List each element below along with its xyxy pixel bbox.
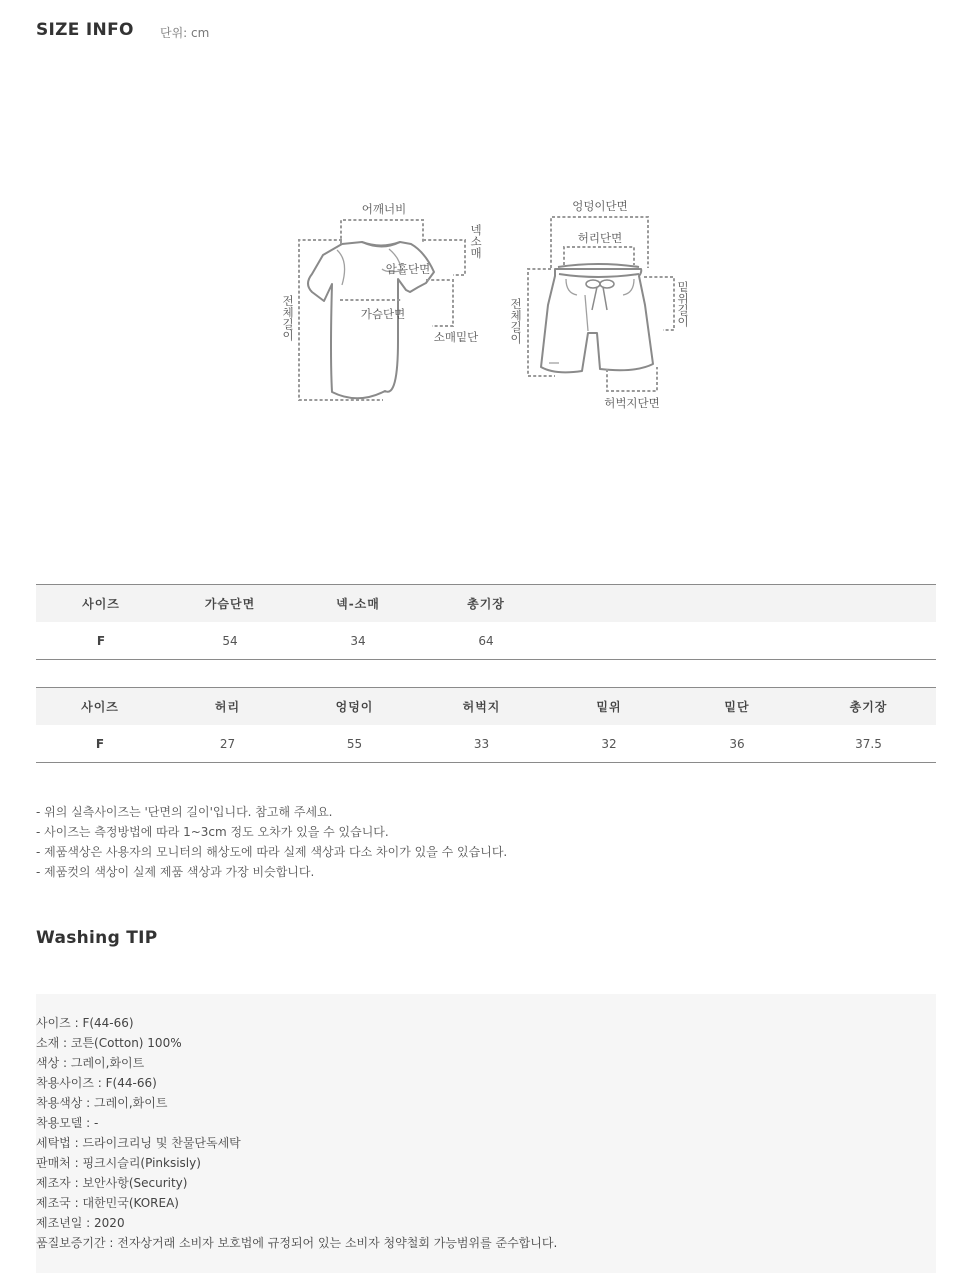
table-cell: 27 xyxy=(219,736,236,751)
info-row: 제조년일 : 2020 xyxy=(36,1216,125,1230)
table-header: 엉덩이 xyxy=(335,700,374,714)
table-header: 허리 xyxy=(214,700,241,714)
table-header: 밑위 xyxy=(596,700,622,714)
diagram-label-waist: 허리단면 xyxy=(577,231,623,245)
size-table-bottom xyxy=(36,687,936,763)
table-cell: 54 xyxy=(222,633,238,648)
diagram-label-chest: 가슴단면 xyxy=(360,307,406,321)
diagram-label-shoulder: 어깨너비 xyxy=(361,202,407,216)
info-row: 제조국 : 대한민국(KOREA) xyxy=(36,1196,179,1210)
table-cell: 32 xyxy=(601,736,617,751)
table-header xyxy=(550,585,679,622)
table-header-row xyxy=(36,585,936,622)
table-header: 총기장 xyxy=(849,700,888,714)
table-cell: 33 xyxy=(473,736,490,751)
table-cell: 36 xyxy=(729,736,745,751)
table-cell: 34 xyxy=(350,633,366,648)
size-diagram xyxy=(270,195,700,425)
shorts-outline xyxy=(541,269,653,372)
note-line: - 제품컷의 색상이 실제 제품 색상과 가장 비슷합니다. xyxy=(36,865,315,879)
diagram-label-bottom-length: 전체길이 xyxy=(509,298,523,344)
info-row: 사이즈 : F(44-66) xyxy=(36,1016,134,1030)
unit-label: 단위: cm xyxy=(160,26,210,40)
note-line: - 사이즈는 측정방법에 따라 1~3cm 정도 오차가 있을 수 있습니다. xyxy=(36,825,389,839)
table-header: 넥-소매 xyxy=(336,597,380,611)
table-header: 밑단 xyxy=(724,700,750,714)
table-header: 가슴단면 xyxy=(204,597,256,611)
size-table-top xyxy=(36,584,936,660)
size-notes xyxy=(36,802,507,882)
info-row: 착용색상 : 그레이,화이트 xyxy=(36,1096,168,1110)
info-row: 색상 : 그레이,화이트 xyxy=(36,1056,145,1070)
table-header: 총기장 xyxy=(467,597,505,611)
product-info-box xyxy=(36,994,936,1273)
table-header xyxy=(679,585,808,622)
info-row: 판매처 : 핑크시슬리(Pinksisly) xyxy=(36,1156,201,1170)
diagram-label-hip: 엉덩이단면 xyxy=(572,199,628,213)
diagram-label-neck-sleeve: 넥소매 xyxy=(469,223,483,259)
table-header xyxy=(807,585,936,622)
table-cell: 64 xyxy=(478,633,494,648)
info-row: 착용모델 : - xyxy=(36,1116,99,1130)
table-cell xyxy=(679,622,808,659)
table-cell: F xyxy=(96,633,106,648)
washing-tip-title: Washing TIP xyxy=(36,928,158,948)
table-header: 허벅지 xyxy=(462,700,501,714)
table-cell xyxy=(807,622,936,659)
diagram-label-thigh: 허벅지단면 xyxy=(604,396,660,410)
diagram-label-rise: 밑위길이 xyxy=(676,281,690,327)
info-row: 착용사이즈 : F(44-66) xyxy=(36,1076,157,1090)
diagram-label-sleeve-hem: 소매밑단 xyxy=(433,330,479,344)
table-header-row xyxy=(36,688,936,725)
table-row xyxy=(36,622,936,659)
table-cell: 55 xyxy=(346,736,363,751)
table-cell: F xyxy=(95,736,105,751)
note-line: - 위의 실측사이즈는 '단면의 길이'입니다. 참고해 주세요. xyxy=(36,805,333,819)
table-cell: 37.5 xyxy=(855,736,882,751)
diagram-label-armhole: 암홀단면 xyxy=(385,262,431,276)
diagram-label-top-length: 전체길이 xyxy=(281,295,295,341)
table-cell xyxy=(550,622,679,659)
info-row: 소재 : 코튼(Cotton) 100% xyxy=(36,1036,182,1050)
table-header: 사이즈 xyxy=(82,597,120,611)
size-info-title: SIZE INFO xyxy=(36,20,134,40)
table-row xyxy=(36,725,936,762)
note-line: - 제품색상은 사용자의 모니터의 해상도에 따라 실제 색상과 다소 차이가 있을 수 있습니다. xyxy=(36,845,508,859)
table-header: 사이즈 xyxy=(81,700,119,714)
info-row: 세탁법 : 드라이크리닝 및 찬물단독세탁 xyxy=(36,1136,241,1150)
info-row: 품질보증기간 : 전자상거래 소비자 보호법에 규정되어 있는 소비자 청약철회 가능범위를 준수합니다. xyxy=(36,1236,558,1250)
info-row: 제조자 : 보안사항(Security) xyxy=(36,1176,188,1190)
